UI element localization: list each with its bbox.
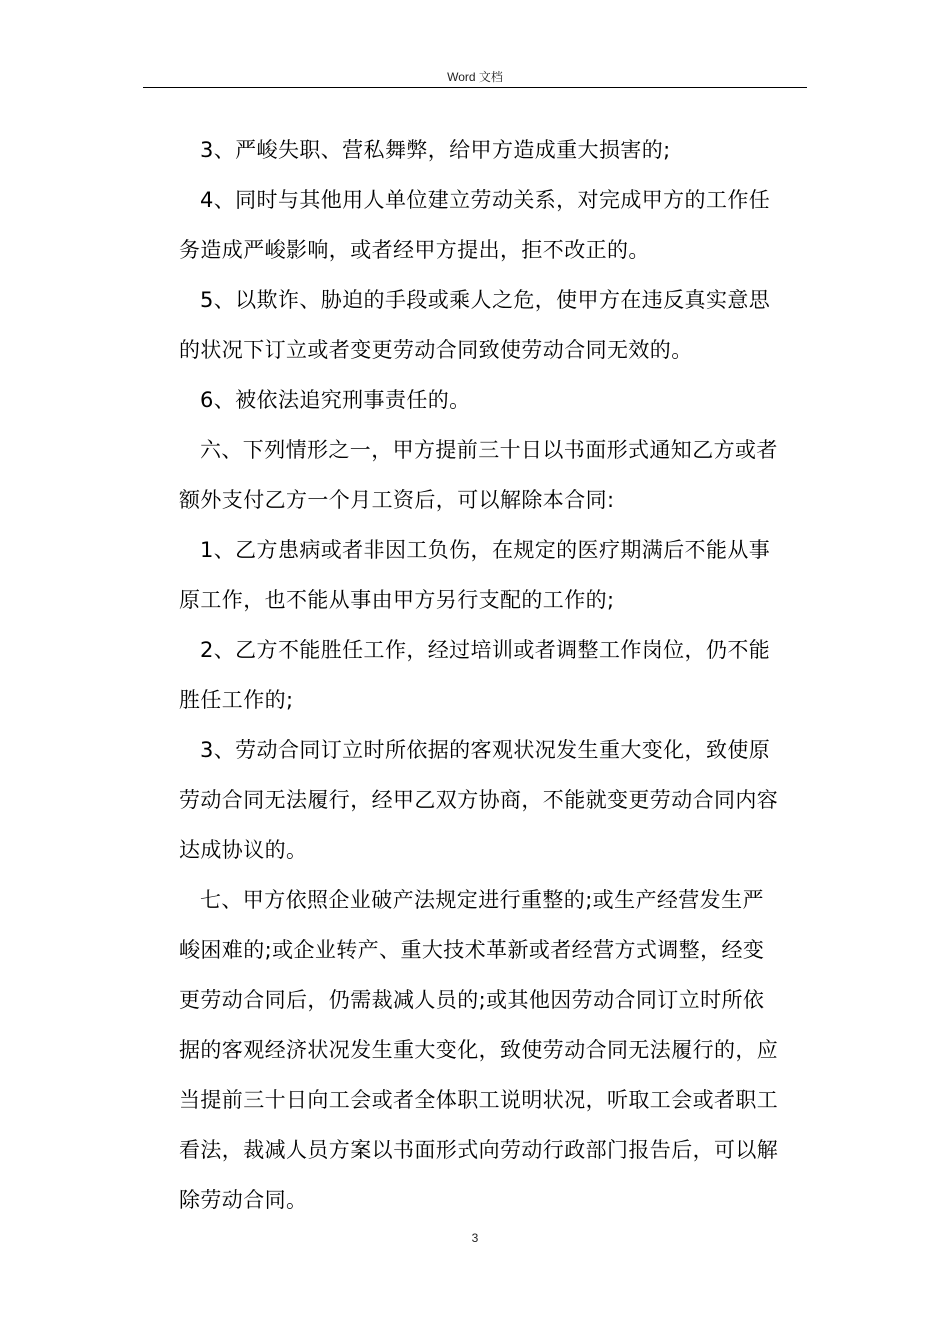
paragraph-clause-6: 6、被依法追究刑事责任的。 — [200, 388, 471, 412]
header-divider — [143, 87, 807, 88]
paragraph-clause-3: 3、严峻失职、营私舞弊，给甲方造成重大损害的; — [200, 138, 671, 162]
paragraph-section-seven: 七、甲方依照企业破产法规定进行重整的;或生产经营发生严 峻困难的;或企业转产、重大技术革新或者经营方式调整，经变 更劳动合同后，仍需裁减人员的;或其他因劳动合同订立时所依 据的客观经济状况发生重大变化，致使劳动合同无法履行的，应 当提前三十日向工会或者全体职工说明状况，听取工会或者职工 看法，裁减人员方案以书面形式向劳动行政部门报告后，可以解 除劳动合同。 — [179, 888, 779, 1212]
paragraph-clause-5: 5、以欺诈、胁迫的手段或乘人之危，使甲方在违反真实意思 的状况下订立或者变更劳动合同致使劳动合同无效的。 — [179, 288, 771, 362]
paragraph-section-six: 六、下列情形之一，甲方提前三十日以书面形式通知乙方或者 额外支付乙方一个月工资后，可以解除本合同: — [179, 438, 778, 512]
paragraph-six-item-3: 3、劳动合同订立时所依据的客观状况发生重大变化，致使原 劳动合同无法履行，经甲乙双方协商，不能就变更劳动合同内容 达成协议的。 — [179, 738, 779, 862]
page-number: 3 — [471, 1231, 479, 1245]
paragraph-clause-4: 4、同时与其他用人单位建立劳动关系，对完成甲方的工作任 务造成严峻影响，或者经甲方提出，拒不改正的。 — [179, 188, 771, 262]
paragraph-six-item-1: 1、乙方患病或者非因工负伤，在规定的医疗期满后不能从事 原工作，也不能从事由甲方另行支配的工作的; — [179, 538, 771, 612]
page-header: Word 文档 — [447, 70, 503, 84]
paragraph-six-item-2: 2、乙方不能胜任工作，经过培训或者调整工作岗位，仍不能 胜任工作的; — [179, 638, 771, 712]
document-body — [179, 125, 803, 1225]
